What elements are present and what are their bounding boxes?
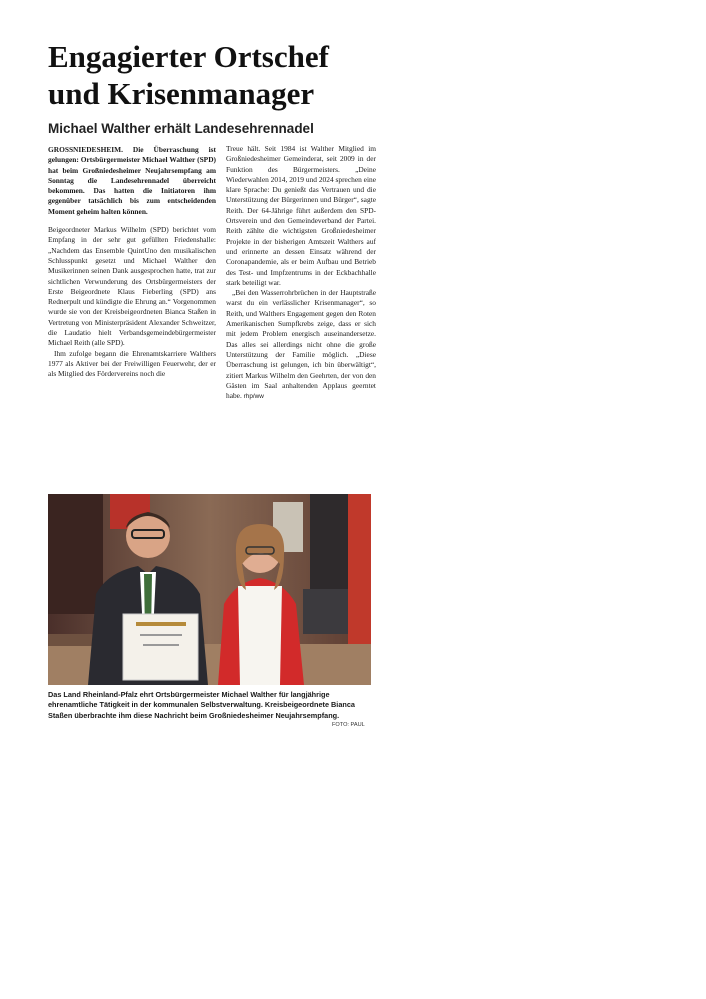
photo-caption: Das Land Rheinland-Pfalz ehrt Ortsbürgermeister Michael Walther für langjährige ehrenamtliche Tätigkeit in der kommunalen Selbstverwaltung. Kreisbeigeordnete Bianca Staßen überbrachte ihm diese Nachricht beim Großniedesheimer Neujahrsempfang. — [48, 690, 355, 720]
article-photo — [48, 494, 371, 685]
lead-paragraph — [48, 145, 216, 217]
body-paragraph: Beigeordneter Markus Wilhelm (SPD) berichtet vom Empfang in der sehr gut gefüllten Friedenshalle: „Nachdem das Ensemble QuintUno den musikalischen Schlusspunkt gesetzt und Michael Walther den Musikerinnen seinen Dank ausgesprochen hatte, trat zur sichtlichen Verwunderung des Ortsbürgermeisters der Erste Beigeordnete Klaus Fieberling (SPD) ans Rednerpult und kündigte die Ehrung an.“ Vorgenommen wurde sie von der Kreisbeigeordneten Bianca Staßen in Vertretung von Ministerpräsident Alexander Schweitzer, die Laudatio hielt Verbandsgemeindebürgermeister Michael Reith (alle SPD). — [48, 225, 216, 348]
photo-credit: FOTO: PAUL — [332, 722, 365, 728]
lead-text: Die Überraschung ist gelungen: Ortsbürgermeister Michael Walther (SPD) hat beim Großniedesheimer Neujahrsempfang am Sonntag die Landesehrennadel überreicht bekommen. Das hatten die Initiatoren ihm gegenüber tatsächlich bis zum entscheidenden Moment geheim halten können. — [48, 145, 216, 216]
article-column-1 — [48, 145, 216, 380]
author-signature: rhp/ww — [243, 393, 264, 401]
headline — [48, 38, 388, 112]
body-paragraph: Treue hält. Seit 1984 ist Walther Mitglied im Großniedesheimer Gemeinderat, seit 2009 in der Funktion des Bürgermeisters. „Deine Wiederwahlen 2014, 2019 und 2024 sprechen eine klare Sprache: Du genießt das Vertrauen und die Unterstützung der Bürgerinnen und Bürger“, sagte Reith. Der 64-Jährige führt außerdem den SPD-Ortsverein und den Gemeindeverband der Partei. Reith zählte die wichtigsten Großniedesheimer Projekte in der bisherigen Amtszeit Walthers auf und erinnerte an dessen Einsatz während der Coronapandemie, als er beim Aufbau und Betrieb des Test- und Impfzentrums in der Eckbachhalle stark beteiligt war. — [226, 144, 376, 287]
article-column-2 — [226, 144, 376, 402]
dateline: GROSSNIEDESHEIM. — [48, 145, 123, 154]
headline-line-2: und Krisenmanager — [48, 76, 315, 111]
photo-illustration — [48, 494, 371, 685]
body-text: „Bei den Wasserrohrbrüchen in der Hauptstraße warst du ein verlässlicher Krisenmanager“, so Reith, und Walthers Engagement gegen den Roten Amerikanischen Sumpfkrebs zeige, dass er sich mit jedem Problem energisch auseinandersetze. Das alles sei allerdings nicht ohne die große Unterstützung der Familie möglich. „Diese Überraschung ist gelungen, ich bin überwältigt“, zitiert Markus Wilhelm den Geehrten, der von den Gästen im Saal anhaltenden Applaus geerntet habe. — [226, 288, 376, 401]
headline-line-1: Engagierter Ortschef — [48, 39, 329, 74]
body-paragraph — [226, 288, 376, 402]
subheadline: Michael Walther erhält Landesehrennadel — [48, 121, 314, 136]
body-paragraph: Ihm zufolge begann die Ehrenamtskarriere Walthers 1977 als Aktiver bei der Freiwilligen Feuerwehr, der er als Mitglied des Fördervereins noch die — [48, 348, 216, 379]
